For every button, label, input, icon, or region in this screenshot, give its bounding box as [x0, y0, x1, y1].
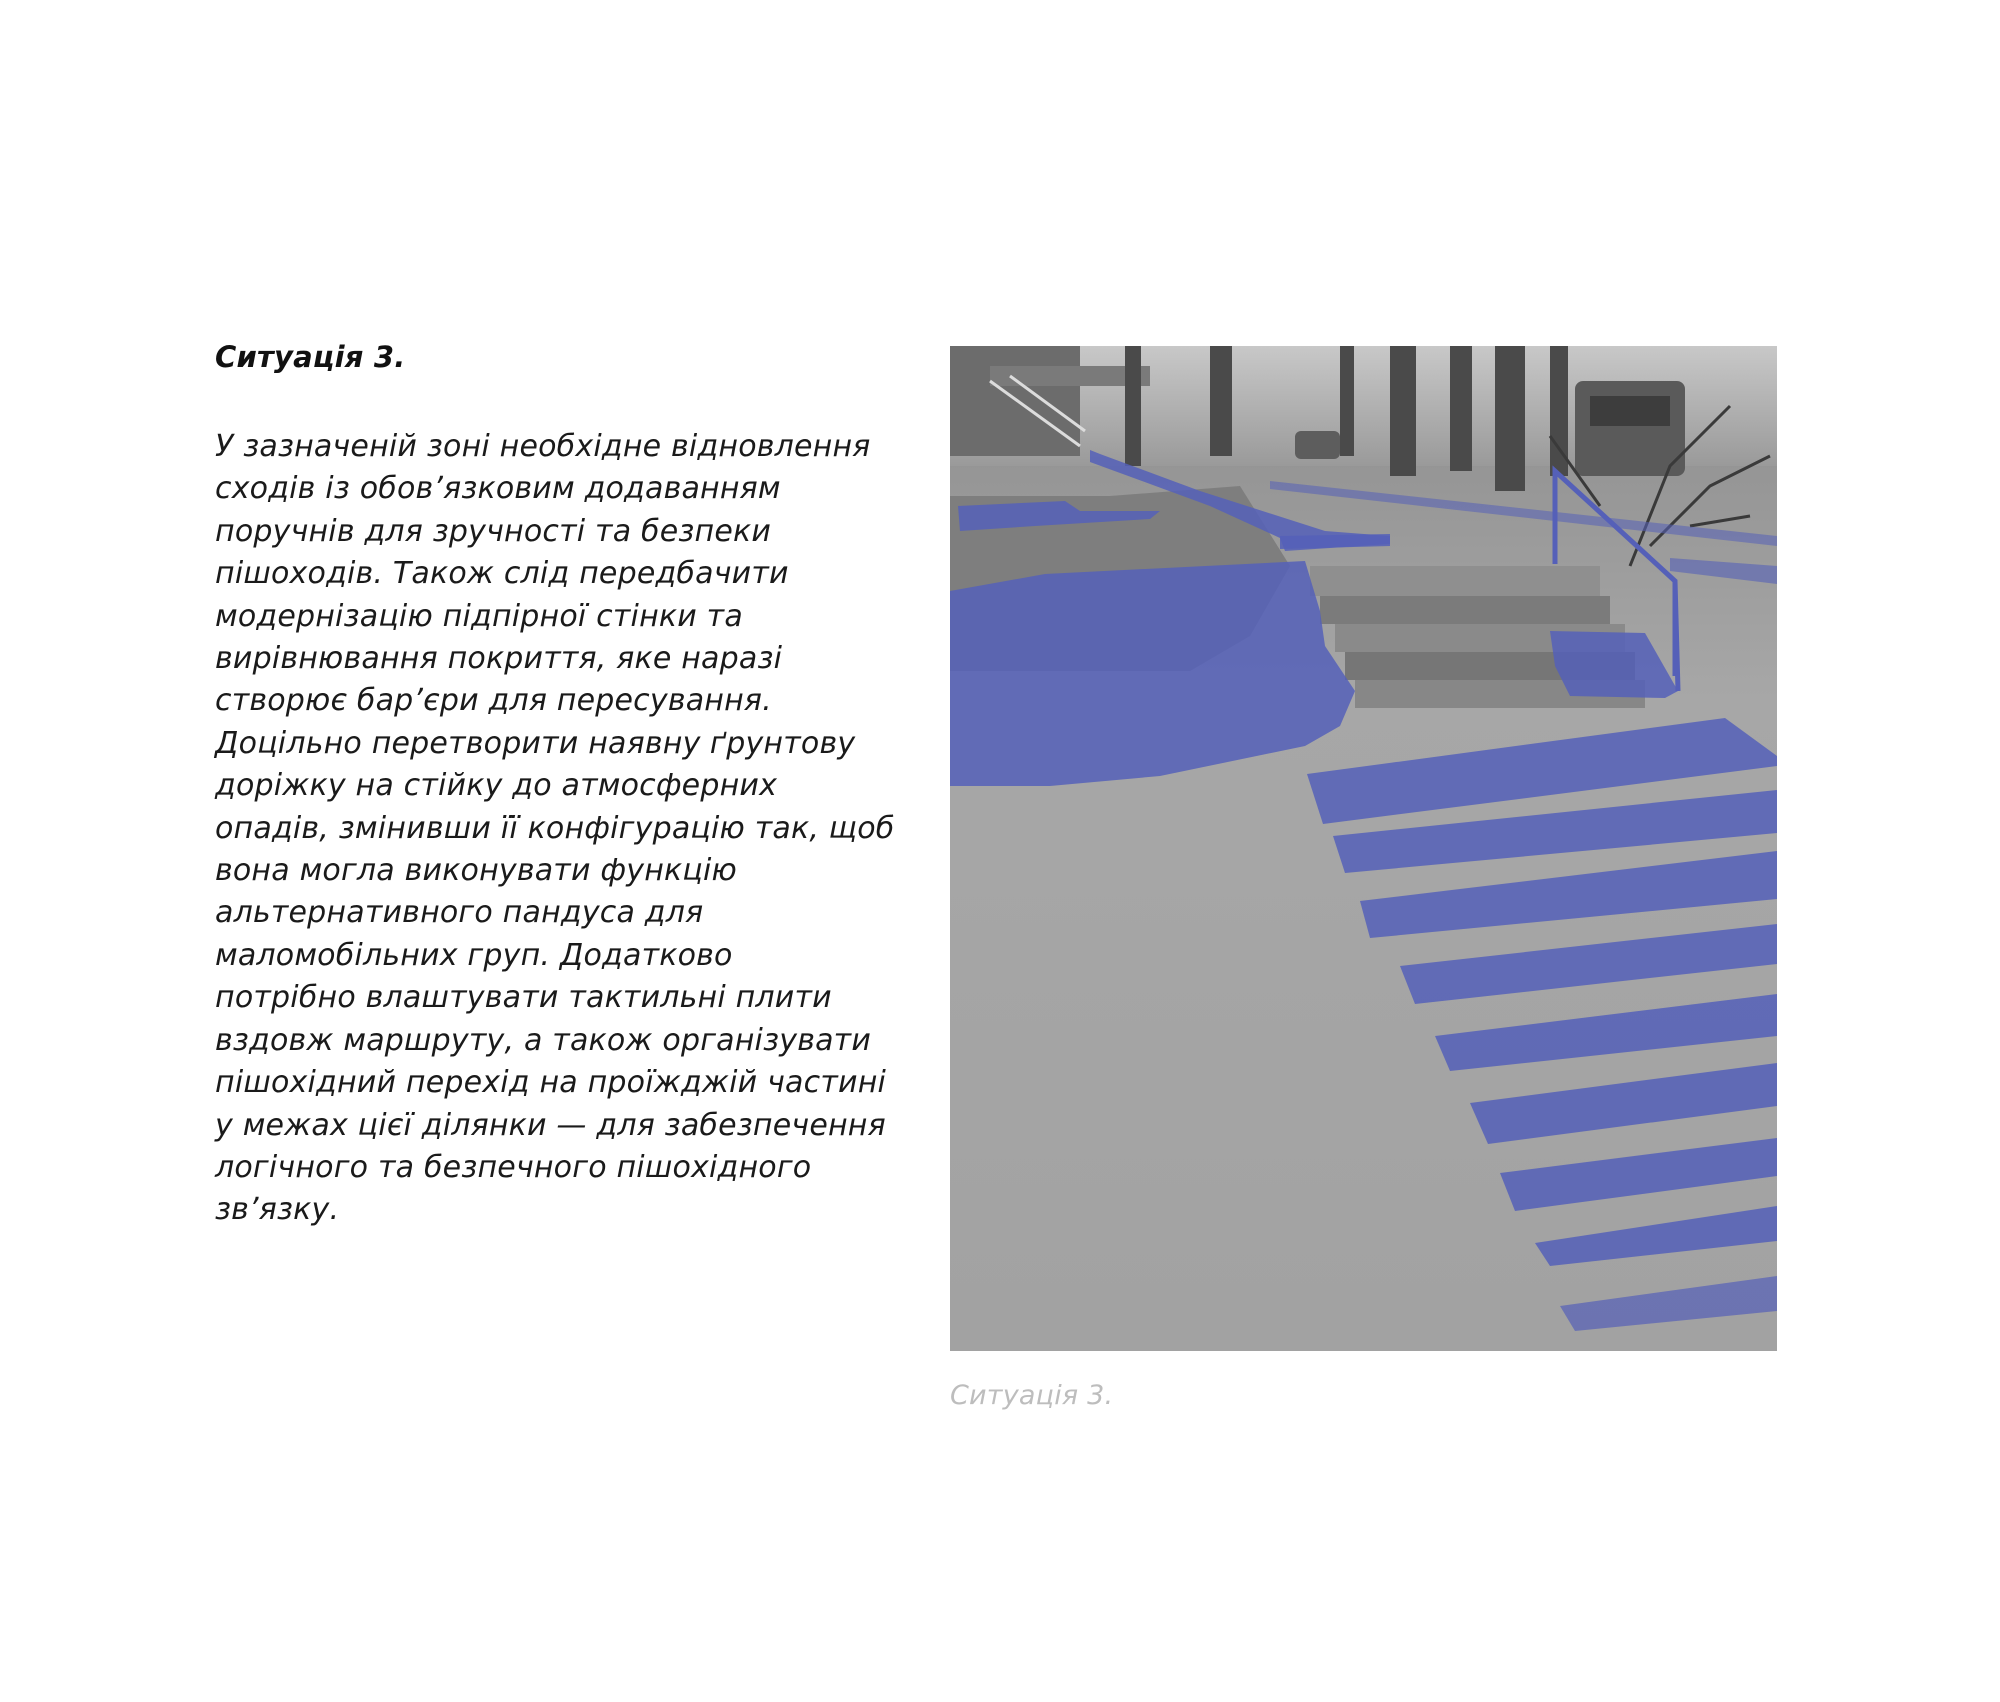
body-text-line: поручнів для зручності та безпеки: [215, 513, 772, 549]
body-text-line: модернізацію підпірної стінки та: [215, 598, 743, 634]
body-text-line: у межах цієї ділянки — для забезпечення: [215, 1107, 886, 1143]
section-heading: Ситуація 3.: [215, 340, 406, 374]
body-text-line: створює бар’єри для пересування.: [215, 683, 772, 719]
body-text-line: вона могла виконувати функцію: [215, 853, 737, 889]
body-text-line: маломобільних груп. Додатково: [215, 937, 733, 973]
body-text-line: альтернативного пандуса для: [215, 895, 704, 931]
photo-caption: Ситуація 3.: [950, 1380, 1114, 1411]
body-text-line: зв’язку.: [215, 1192, 340, 1228]
body-text-line: потрібно влаштувати тактильні плити: [215, 980, 832, 1016]
body-text-line: сходів із обов’язковим додаванням: [215, 471, 781, 507]
situation-photo: [950, 346, 1777, 1351]
body-text-line: пішохідний перехід на проїжджій частині: [215, 1065, 887, 1101]
building: [950, 346, 1080, 456]
parked-car: [1295, 431, 1340, 459]
body-text-line: логічного та безпечного пішохідного: [215, 1149, 812, 1185]
body-text-line: вздовж маршруту, а також організувати: [215, 1022, 872, 1058]
body-text: [215, 426, 895, 1232]
body-text-line: У зазначеній зоні необхідне відновлення: [215, 429, 871, 464]
body-text-line: опадів, змінивши її конфігурацію так, щоб: [215, 810, 895, 846]
trolleybus-window: [1590, 396, 1670, 426]
body-text-line: пішоходів. Також слід передбачити: [215, 556, 789, 592]
body-text-line: Доцільно перетворити наявну ґрунтову: [215, 725, 856, 761]
body-text-line: доріжку на стійку до атмосферних: [215, 768, 778, 804]
body-text-line: вирівнювання покриття, яке наразі: [215, 641, 783, 677]
trolleybus: [1575, 381, 1685, 476]
